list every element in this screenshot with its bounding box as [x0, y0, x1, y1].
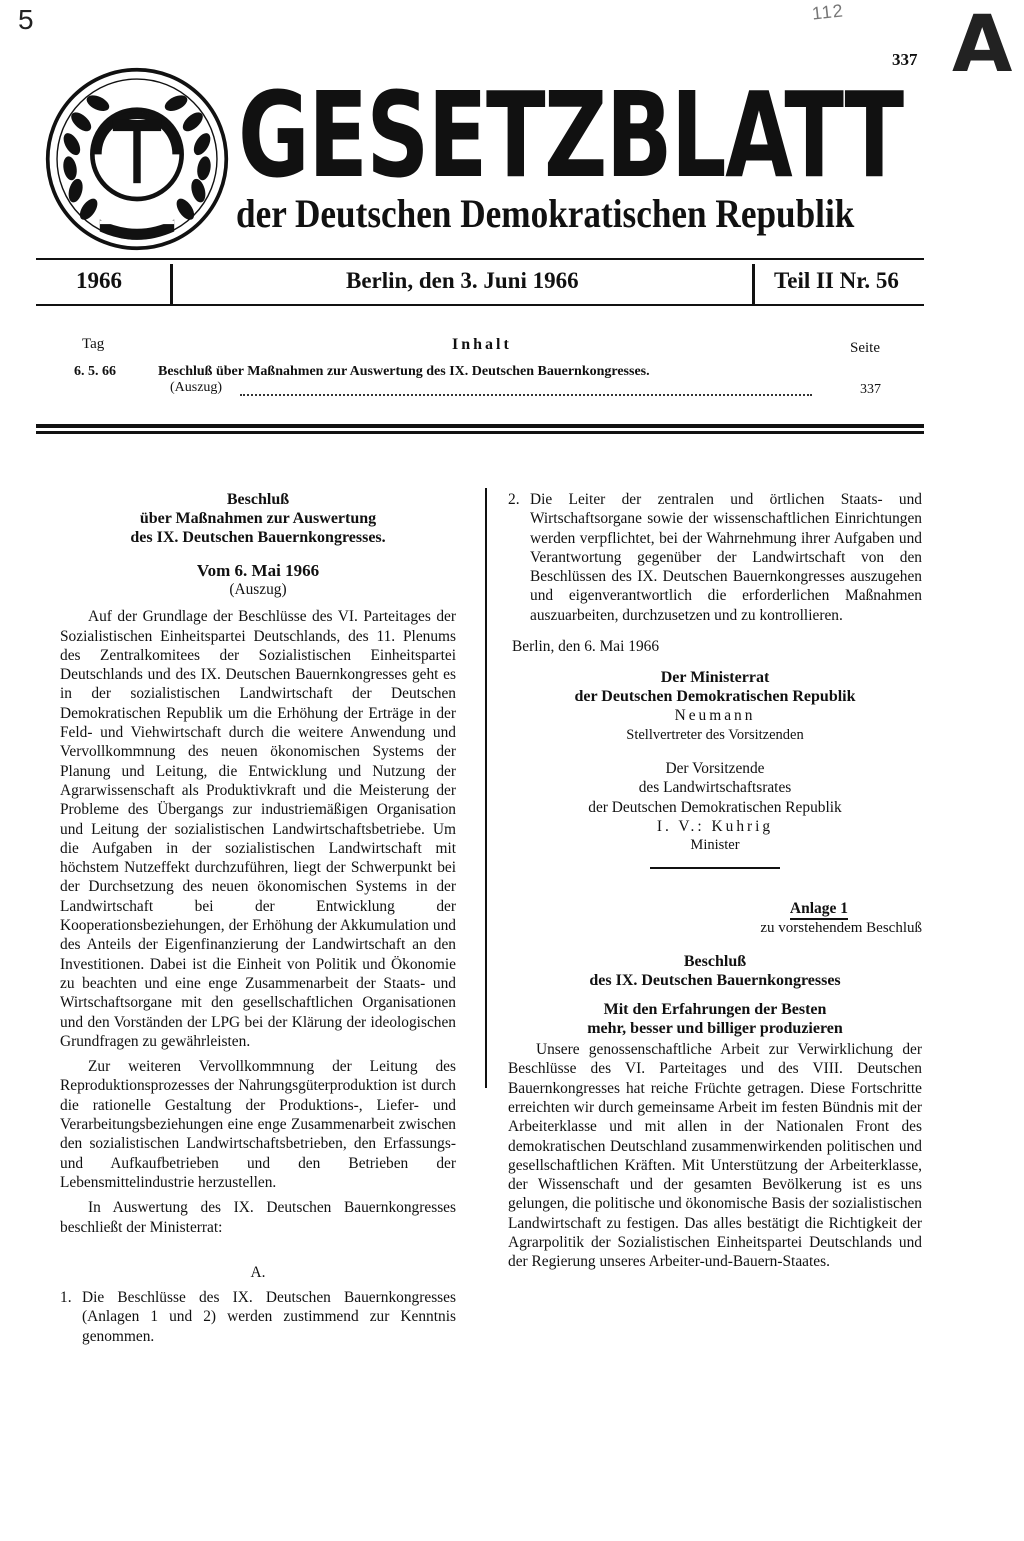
left-column [60, 490, 456, 1352]
signature-role: Minister [690, 837, 740, 854]
masthead-subtitle: der Deutschen Demokratischen Republik [236, 191, 855, 236]
toc-heading: Inhalt [452, 336, 512, 353]
numbered-item [60, 1288, 456, 1346]
item-number: 2. [508, 491, 520, 508]
toc-entry-title[interactable]: Beschluß über Maßnahmen zur Auswertung des IX. Deutschen Bauernkongresses. [158, 364, 650, 379]
toc-entry-note: (Auszug) [170, 380, 223, 395]
annex-label: Anlage 1 [508, 899, 922, 918]
toc-col-day: Tag [82, 336, 105, 352]
masthead-title: GESETZBLATT [238, 66, 903, 204]
body-paragraph: Unsere genossenschaftliche Arbeit zur Verwirklichung der Beschlüsse des VI. Parteitages und des VIII. Deutschen Bauernkongresses hat reiche Früchte getragen. Diese Fortschritte erreichten wir durch gemeinsame Arbeit im festen Bündnis mit der Arbeiterklasse und mit allen in der Nationalen Front des demokratischen Deutschland zusammenwirkenden politischen und gesellschaftlichen Kräften. Mit Unterstützung der Arbeiterklasse, der Wissenschaft und der gesamten Bevölkerung ist es uns gelungen, die politische und ökonomische Basis der sozialistischen Landwirtschaft zu festigen. Das alles bestätigt die Richtigkeit der Agrarpolitik der Sozialistischen Einheitspartei Deutschlands und der Regierung unseres Arbeiter-und-Bauern-Staates. [508, 1041, 922, 1271]
signature-org: Der Ministerrat [660, 669, 770, 687]
signature-role: Stellvertreter des Vorsitzenden [626, 726, 804, 743]
resolution-title-line: Beschluß [226, 491, 290, 508]
section-letter: A. [250, 1263, 266, 1281]
signature-name: I. V.: Kuhrig [656, 817, 774, 835]
toc-leader-dots [240, 384, 812, 396]
info-divider [752, 264, 755, 304]
item-text: Die Beschlüsse des IX. Deutschen Bauernkongresses (Anlagen 1 und 2) werden zustimmend zur Kenntnis genommen. [82, 1289, 456, 1345]
handwritten-mark-a: A [952, 0, 1013, 90]
issue-year: 1966 [76, 268, 122, 293]
signature-place-date: Berlin, den 6. Mai 1966 [512, 638, 660, 656]
item-number: 1. [60, 1289, 72, 1307]
item-text: Die Leiter der zentralen und örtlichen Staats- und Wirtschaftsorgane sowie der wissenschaftlichen Einrichtungen werden verpflichtet, bei der Wahrnehmung ihrer Aufgaben und Verantwortung gegenüber der Landwirtschaft von den Beschlüssen des IX. Deutschen Bauernkongresses auszugehen und eigenverantwortlich die erforderlichen Maßnahmen auszuarbeiten, durchzusetzen und zu kontrollieren. [530, 491, 922, 624]
resolution-note: (Auszug) [229, 581, 287, 598]
body-paragraph: Zur weiteren Vervollkommnung der Leitung des Reproduktionsprozesses der Nahrungsgüterproduktion ist durch die rationelle Gestaltung der Produktions-, Liefer- und Verarbeitungsbeziehungen eine enge Zusammenarbeit zwischen den sozialistischen Landwirtschaftsbetrieben, den Erfassungs- und Aufkaufbetrieben und den Betrieben der Lebensmittelindustrie herzustellen. [60, 1058, 456, 1191]
body-paragraph: In Auswertung des IX. Deutschen Bauernkongresses beschließt der Ministerrat: [60, 1199, 456, 1236]
body-paragraph: Auf der Grundlage der Beschlüsse des VI. Parteitages der Sozialistischen Einheitspartei Deutschlands, des 11. Plenums des Zentralkomitees der Sozialistischen Einheitspartei Deutschlands und des IX. Deutschen Bauernkongresses geht es in der sozialistischen Landwirtschaft der Deutschen Demokratischen Republik um die Erhöhung der Erträge in der Feld- und Viehwirtschaft durch die weitere Anwendung und Vervollkommnung des neuen ökonomischen Systems der Planung und Leitung, die Entwicklung und Nutzung der Agrarwissenschaft als Produktivkraft und die Meisterung der Probleme des Übergangs zur industriemäßigen Organisation und Leitung der sozialistischen Landwirtschaftsbetriebe. Um die Aufgaben in der sozialistischen Landwirtschaft mit höchstem Nutzeffekt durchzuführen, liegt der Schwerpunkt bei der Durchsetzung des neuen ökonomischen Systems in der Landwirtschaft bei der Entwicklung der Kooperationsbeziehungen, der Erhöhung der Akkumulation und des Anteils der Eigenfinanzierung der Landwirtschaft an den Investitionen. Dabei ist die Einheit von Politik und Ökonomie zu beachten und eine enge Zusammenarbeit der Staats- und Wirtschaftsorgane mit den gesellschaftlichen Organisationen und den Vorständen der LPG bei der Klärung der ideologischen Grundfragen zu gewährleisten. [60, 608, 456, 1050]
annex-heading: mehr, besser und billiger produzieren [587, 1020, 843, 1038]
info-divider [170, 264, 173, 304]
resolution-title-line: des IX. Deutschen Bauernkongresses. [130, 529, 386, 546]
issue-part-number: Teil II Nr. 56 [774, 268, 899, 293]
annex-title: des IX. Deutschen Bauernkongresses [589, 972, 841, 990]
right-column [508, 490, 922, 1278]
annex-heading: Mit den Erfahrungen der Besten [603, 1001, 827, 1019]
resolution-date: Vom 6. Mai 1966 [196, 561, 320, 580]
page-number: 337 [892, 50, 918, 69]
signature-name: Neumann [674, 707, 756, 725]
state-emblem-icon [44, 66, 230, 252]
signature-org: Der Vorsitzende [665, 759, 765, 777]
toc-entry-date: 6. 5. 66 [74, 364, 116, 379]
signature-org: des Landwirtschaftsrates [638, 779, 792, 797]
toc-col-page: Seite [850, 340, 880, 356]
numbered-item [508, 490, 922, 625]
resolution-title-line: über Maßnahmen zur Auswertung [139, 510, 377, 527]
signature-org: der Deutschen Demokratischen Republik [574, 688, 856, 706]
handwritten-scribble: 112 [810, 0, 845, 24]
signature-rule [650, 867, 780, 869]
annex-subtitle: zu vorstehendem Beschluß [760, 919, 922, 936]
column-rule [485, 488, 487, 1088]
signature-org: der Deutschen Demokratischen Republik [588, 798, 842, 816]
issue-info-bar [36, 258, 924, 306]
section-separator [36, 424, 924, 434]
annex-title: Beschluß [683, 953, 747, 971]
issue-place-date: Berlin, den 3. Juni 1966 [346, 268, 579, 293]
toc-entry-page: 337 [860, 382, 881, 397]
handwritten-mark-5: 5 [18, 4, 34, 35]
